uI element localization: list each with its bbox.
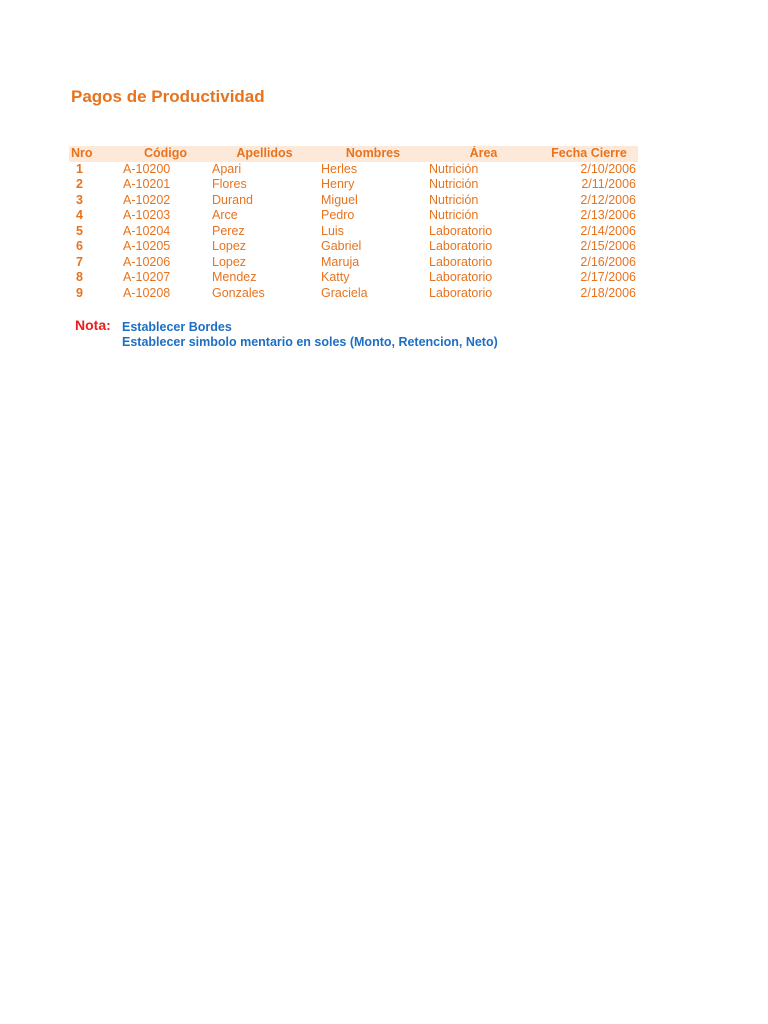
cell-apellidos[interactable]: Apari <box>212 161 242 176</box>
cell-fecha-cierre[interactable]: 2/14/2006 <box>580 223 636 238</box>
cell-nombres[interactable]: Graciela <box>321 285 368 300</box>
table-header-row <box>69 146 638 162</box>
cell-nro[interactable]: 4 <box>76 208 83 222</box>
cell-codigo[interactable]: A-10201 <box>123 177 171 191</box>
cell-fecha-cierre[interactable]: 2/10/2006 <box>580 161 636 176</box>
cell-nombres[interactable]: Henry <box>321 177 355 191</box>
cell-codigo[interactable]: A-10204 <box>123 223 171 238</box>
table-row <box>69 208 638 224</box>
cell-nro[interactable]: 9 <box>76 285 83 300</box>
header-apellidos[interactable]: Apellidos <box>236 146 293 160</box>
table-row <box>69 193 638 209</box>
cell-apellidos[interactable]: Mendez <box>212 270 257 284</box>
cell-nro[interactable]: 7 <box>76 254 83 269</box>
note-label: Nota: <box>75 317 111 333</box>
cell-fecha-cierre[interactable]: 2/17/2006 <box>580 270 636 284</box>
cell-nro[interactable]: 2 <box>76 177 83 191</box>
cell-fecha-cierre[interactable]: 2/11/2006 <box>581 177 636 191</box>
cell-area[interactable]: Nutrición <box>429 192 479 207</box>
cell-nro[interactable]: 8 <box>76 270 83 284</box>
cell-nro[interactable]: 3 <box>76 192 83 207</box>
cell-fecha-cierre[interactable]: 2/15/2006 <box>580 239 636 253</box>
cell-apellidos[interactable]: Perez <box>212 223 245 238</box>
table-row <box>69 270 638 286</box>
cell-apellidos[interactable]: Flores <box>212 177 247 191</box>
cell-fecha-cierre[interactable]: 2/18/2006 <box>580 285 636 300</box>
cell-codigo[interactable]: A-10208 <box>123 285 171 300</box>
cell-codigo[interactable]: A-10205 <box>123 239 171 253</box>
table-row <box>69 162 638 178</box>
table-row <box>69 224 638 240</box>
cell-apellidos[interactable]: Arce <box>212 208 238 222</box>
cell-codigo[interactable]: A-10203 <box>123 208 171 222</box>
header-fecha-cierre[interactable]: Fecha Cierre <box>551 146 627 160</box>
cell-nombres[interactable]: Luis <box>321 223 344 238</box>
cell-codigo[interactable]: A-10206 <box>123 254 171 269</box>
header-codigo[interactable]: Código <box>143 146 188 160</box>
cell-fecha-cierre[interactable]: 2/13/2006 <box>580 208 636 222</box>
cell-area[interactable]: Nutrición <box>429 177 479 191</box>
cell-apellidos[interactable]: Gonzales <box>212 285 265 300</box>
cell-codigo[interactable]: A-10202 <box>123 192 171 207</box>
table-row <box>69 239 638 255</box>
page-title: Pagos de Productividad <box>71 87 265 106</box>
header-area[interactable]: Área <box>469 146 498 160</box>
cell-apellidos[interactable]: Lopez <box>212 254 247 269</box>
cell-nombres[interactable]: Katty <box>321 270 350 284</box>
cell-area[interactable]: Laboratorio <box>429 223 493 238</box>
note-line-bordes: Establecer Bordes <box>122 320 232 334</box>
cell-codigo[interactable]: A-10200 <box>123 161 171 176</box>
note-line-simbolo: Establecer simbolo mentario en soles (Monto, Retencion, Neto) <box>122 335 498 349</box>
table-row <box>69 286 638 302</box>
cell-nombres[interactable]: Gabriel <box>321 239 362 253</box>
cell-area[interactable]: Laboratorio <box>429 239 493 253</box>
header-nombres[interactable]: Nombres <box>345 146 401 160</box>
payments-table <box>69 146 638 301</box>
cell-fecha-cierre[interactable]: 2/16/2006 <box>580 254 636 269</box>
cell-nombres[interactable]: Herles <box>321 161 358 176</box>
header-nro[interactable]: Nro <box>71 146 93 160</box>
table-row <box>69 177 638 193</box>
cell-nombres[interactable]: Maruja <box>321 254 360 269</box>
cell-area[interactable]: Nutrición <box>429 161 479 176</box>
cell-apellidos[interactable]: Lopez <box>212 239 247 253</box>
cell-area[interactable]: Nutrición <box>429 208 479 222</box>
cell-apellidos[interactable]: Durand <box>212 192 253 207</box>
cell-area[interactable]: Laboratorio <box>429 254 493 269</box>
cell-nro[interactable]: 6 <box>76 239 83 253</box>
cell-area[interactable]: Laboratorio <box>429 270 493 284</box>
cell-nombres[interactable]: Miguel <box>321 192 358 207</box>
cell-fecha-cierre[interactable]: 2/12/2006 <box>580 192 636 207</box>
cell-area[interactable]: Laboratorio <box>429 285 493 300</box>
cell-nombres[interactable]: Pedro <box>321 208 355 222</box>
cell-nro[interactable]: 1 <box>76 161 83 176</box>
cell-nro[interactable]: 5 <box>76 223 83 238</box>
cell-codigo[interactable]: A-10207 <box>123 270 171 284</box>
table-row <box>69 255 638 271</box>
